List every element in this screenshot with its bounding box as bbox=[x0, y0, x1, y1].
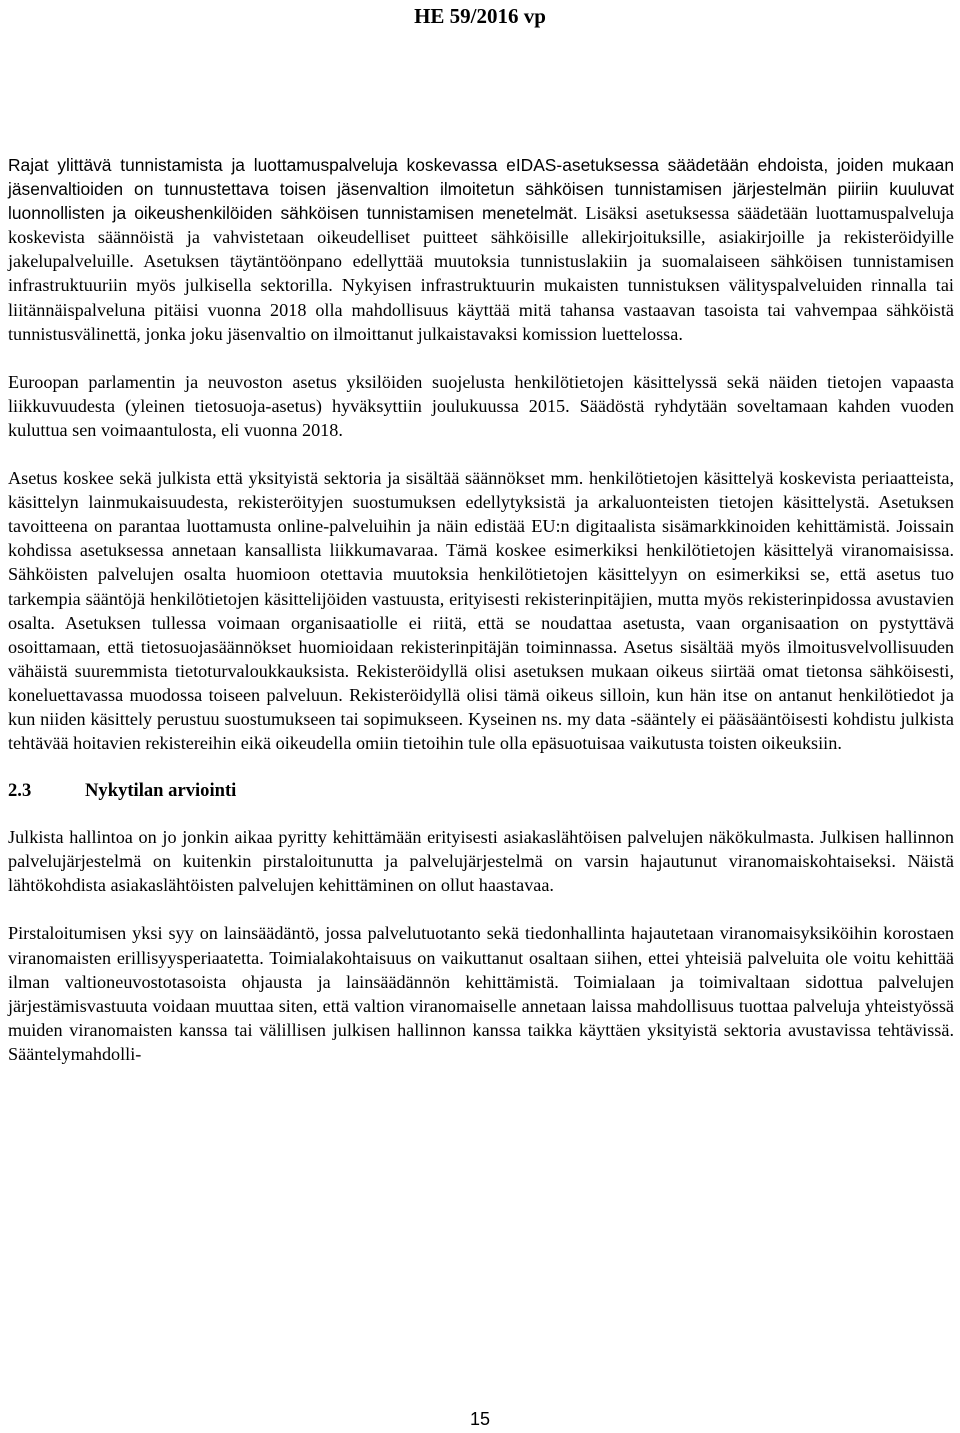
document-body bbox=[8, 153, 954, 1066]
paragraph-eidas-sans-part: Rajat ylittävä tunnistamista ja luottamuspalveluja koskevassa eIDAS-asetuksessa säädetään ehdoista, joiden mukaan jäsenvaltioiden on tunnustettava toisen jäsenvaltion ilmoitetun sähköisen tunnistamisen järjestelmän piiriin kuuluvat luonnollisten ja oikeushenkilöiden sähköisen tunnistamisen menetelmät. bbox=[8, 155, 954, 224]
paragraph-spacer bbox=[8, 755, 954, 779]
document-header: HE 59/2016 vp bbox=[414, 4, 546, 28]
paragraph-spacer bbox=[8, 897, 954, 921]
paragraph-spacer bbox=[8, 803, 954, 825]
page-number: 15 bbox=[469, 1409, 491, 1429]
paragraph-spacer bbox=[8, 442, 954, 466]
paragraph-eidas bbox=[8, 153, 954, 346]
section-title: Nykytilan arviointi bbox=[85, 780, 237, 802]
section-heading bbox=[8, 779, 954, 803]
paragraph-fragmentation: Pirstaloitumisen yksi syy on lainsäädäntö, jossa palvelutuotanto sekä tiedonhallinta hajautetaan viranomaisyksiköihin korostaen viranomaisten erillisyysperiaatetta. Toimialakohtaisuus on vaikuttanut osaltaan siihen, ettei yhteisiä palveluita ole voitu kehittää ilman valtioneuvostotasoista ohjausta ja lainsäädännön kehittämistä. Toimialaan ja toimivaltaan sidottua palvelujen järjestämisvastuuta voidaan muuttaa siten, että valtion viranomaiselle annetaan laissa mahdollisuus tuottaa palveluja yhteistyössä muiden viranomaisten kanssa tai välillisen julkisen hallinnon kanssa taikka käyttäen yksityistä sektoria avustavissa tehtävissä. Sääntelymahdolli- bbox=[8, 923, 954, 1064]
paragraph-gdpr-intro: Euroopan parlamentin ja neuvoston asetus yksilöiden suojelusta henkilötietojen käsittelyssä sekä näiden tietojen vapaasta liikkuvuudesta (yleinen tietosuoja-asetus) hyväksyttiin joulukuussa 2015. Säädöstä ryhdytään soveltamaan kahden vuoden kuluttua sen voimaantulosta, eli vuonna 2018. bbox=[8, 371, 954, 440]
section-number: 2.3 bbox=[8, 780, 32, 802]
paragraph-assessment: Julkista hallintoa on jo jonkin aikaa pyritty kehittämään erityisesti asiakaslähtöisen palvelujen näkökulmasta. Julkisen hallinnon palvelujärjestelmä on kuitenkin pirstaloitunutta ja palvelujärjestelmä on varsin hajautunut viranomaiskohtaiseksi. Näistä lähtökohdista asiakaslähtöisten palvelujen kehittäminen on ollut haastavaa. bbox=[8, 827, 954, 896]
paragraph-gdpr-details: Asetus koskee sekä julkista että yksityistä sektoria ja sisältää säännökset mm. henkilötietojen käsittelyä koskevista periaatteista, käsittelyn lainmukaisuudesta, rekisteröityjen suostumuksen edellytyksistä ja arkaluonteisten tietojen käsittelystä. Asetuksen tavoitteena on parantaa luottamusta online-palveluihin ja näin edistää EU:n digitaalista sisämarkkinoiden kehittämistä. Joissain kohdissa asetuksessa annetaan kansallista liikkumavaraa. Tämä koskee esimerkiksi henkilötietojen käsittelyä viranomaisissa. Sähköisten palvelujen osalta huomioon otettavia muutoksia henkilötietojen käsittelyyn on esimerkiksi se, että asetus tuo tarkempia sääntöjä henkilötietojen käsittelijöiden vastuusta, erityisesti rekisterinpitäjien, mutta myös rekisterinpidossa avustavien osalta. Asetuksen tullessa voimaan organisaatiolle ei riitä, että se noudattaa asetusta, vaan organisaation on pystyttävä osoittamaan, että tietosuojasäännökset huomioidaan rekisterinpitäjän toiminnassa. Asetus sisältää myös ilmoitusvelvollisuuden vähäistä suuremmista tietoturvaloukkauksista. Rekisteröidyllä olisi asetuksen mukaan oikeus siirtää omat tietonsa sähköisesti, koneluettavassa muodossa toiseen palveluun. Rekisteröidyllä olisi tämä oikeus silloin, kun hän itse on antanut henkilötiedot ja kun niiden käsittely perustuu suostumukseen tai sopimukseen. Kyseinen ns. my data -sääntely ei pääsääntöisesti kohdistu julkista tehtävää hoitavien rekistereihin eikä oikeudella omiin tietoihin tule olla epäsuotuisaa vaikutusta toisten oikeuksiin. bbox=[8, 468, 954, 754]
paragraph-spacer bbox=[8, 346, 954, 370]
paragraph-eidas-serif-part: Lisäksi asetuksessa säädetään luottamuspalveluja koskevista säännöistä ja vahvistetaan oikeudelliset puitteet sähköisille allekirjoituksille, asiakirjoille ja rekisteröidyille jakelupalveluille. Asetuksen täytäntöönpano edellyttää muutoksia tunnistuslakiin ja suomalaiseen sähköisen tunnistamisen infrastruktuuriin myös julkisella sektorilla. Nykyisen infrastruktuurin mukaisten tunnistuksen välityspalveluiden rinnalla tai liitännäispalveluna pitäisi vuonna 2018 olla mahdollisuus käyttää mitä tahansa vastaavan tasoista tai vahvempaa sähköistä tunnistusvälinettä, jonka joku jäsenvaltio on ilmoittanut julkaistavaksi komission luettelossa. bbox=[8, 203, 954, 344]
